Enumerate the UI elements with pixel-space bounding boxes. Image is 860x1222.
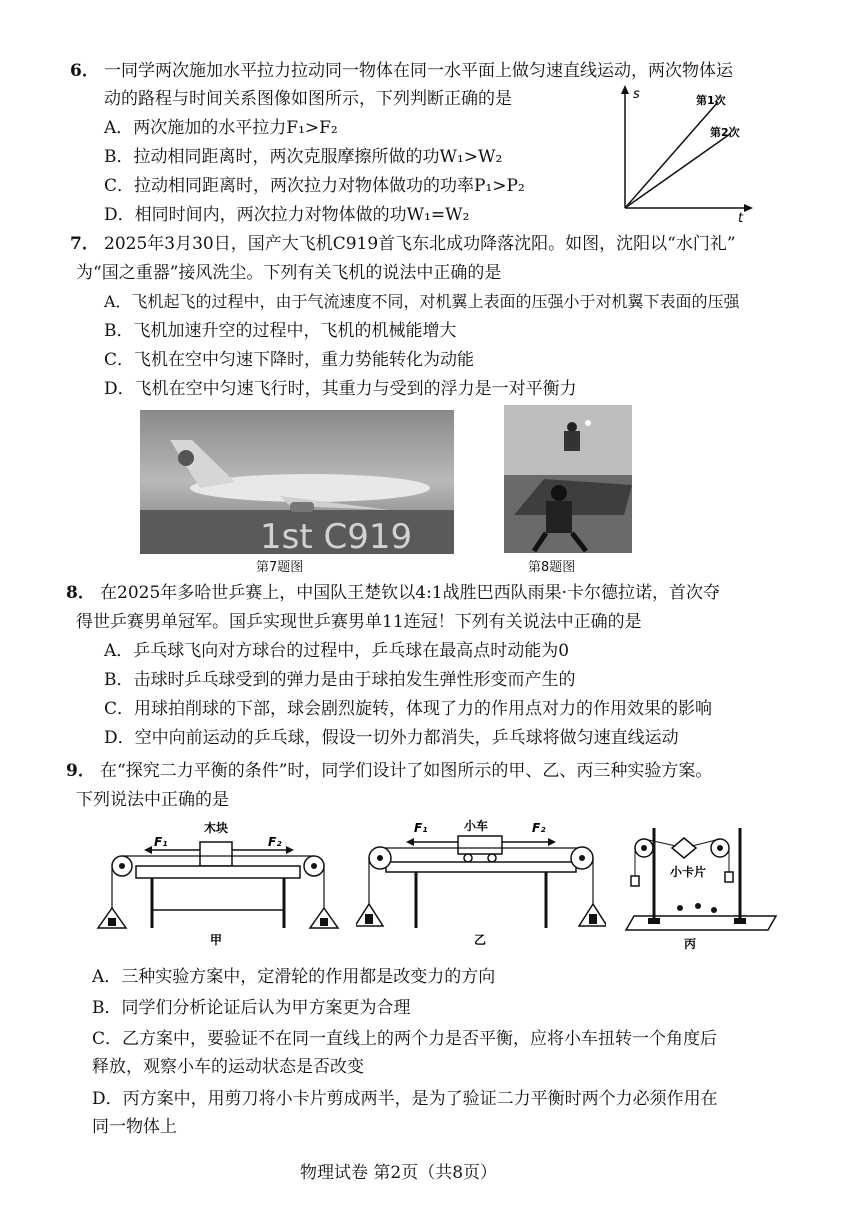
arrow-left-icon: [144, 846, 152, 854]
table-top: [136, 866, 300, 878]
wooden-block-icon: [200, 842, 232, 866]
option-d: D．飞机在空中匀速飞行时，其重力与受到的浮力是一对平衡力: [104, 379, 577, 399]
option-c: C．用球拍削球的下部，球会剧烈旋转，体现了力的作用点对力的作用效果的影响: [104, 699, 713, 719]
weight-icon: [725, 872, 733, 882]
line-trial-1: [625, 102, 718, 208]
question-stem: 下列说法中正确的是: [76, 790, 229, 810]
arrow-left-icon: [406, 838, 414, 846]
question-stem: 一同学两次施加水平拉力拉动同一物体在同一水平面上做匀速直线运动，两次物体运: [104, 61, 733, 81]
figure-label-bing: 丙: [684, 937, 697, 950]
block-label: 木块: [204, 821, 229, 835]
figure-label-jia: 甲: [210, 933, 223, 947]
option-d: D．空中向前运动的乒乓球，假设一切外力都消失，乒乓球将做匀速直线运动: [104, 728, 679, 748]
experiment-yi-diagram: [356, 816, 606, 948]
figure-8-caption: 第8题图: [528, 560, 576, 575]
arrow-right-icon: [286, 846, 294, 854]
question-stem: 得世乒赛男单冠军。国乒实现世乒赛男单11连冠！下列有关说法中正确的是: [76, 612, 642, 632]
x-axis-arrow-icon: [744, 204, 753, 212]
question-stem: 在2025年多哈世乒赛上，中国队王楚钦以4:1战胜巴西队雨果·卡尔德拉诺，首次夺: [100, 583, 721, 603]
option-c: C．拉动相同距离时，两次拉力对物体做功的功率P₁>P₂: [104, 176, 525, 196]
question-stem: 动的路程与时间关系图像如图所示，下列判断正确的是: [104, 89, 512, 109]
option-b: B．飞机加速升空的过程中，飞机的机械能增大: [104, 321, 457, 341]
player-icon: [546, 501, 572, 533]
s-t-graph: [610, 82, 760, 222]
question-stem: 2025年3月30日，国产大飞机C919首飞东北成功降落沈阳。如图，沈阳以“水门礼”: [104, 234, 736, 254]
y-axis-label: s: [633, 87, 640, 102]
line-trial-2: [625, 134, 730, 208]
option-c: C．乙方案中，要验证不在同一直线上的两个力是否平衡，应将小车扭转一个角度后: [92, 1029, 718, 1049]
force-f2-label: F₂: [532, 821, 546, 835]
option-a: A．飞机起飞的过程中，由于气流速度不同，对机翼上表面的压强小于对机翼下表面的压强: [104, 292, 740, 311]
table-top: [386, 862, 576, 872]
question-number: 9．: [66, 761, 95, 781]
option-b: B．拉动相同距离时，两次克服摩擦所做的功W₁>W₂: [104, 147, 503, 167]
force-f1-label: F₁: [154, 835, 168, 849]
force-f2-label: F₂: [268, 835, 282, 849]
line-2-label: 第2次: [710, 126, 740, 139]
arrow-right-icon: [548, 838, 556, 846]
card-icon: [672, 838, 696, 858]
option-b: B．同学们分析论证后认为甲方案更为合理: [92, 998, 411, 1018]
force-f1-label: F₁: [414, 821, 428, 835]
option-b: B．击球时乒乓球受到的弹力是由于球拍发生弹性形变而产生的: [104, 670, 576, 690]
y-axis-arrow-icon: [621, 85, 629, 94]
question-number: 8．: [66, 583, 95, 603]
weight-icon: [631, 876, 639, 886]
question-number: 6．: [70, 61, 99, 81]
option-d: D．丙方案中，用剪刀将小卡片剪成两半，是为了验证二力平衡时两个力必须作用在: [92, 1089, 718, 1109]
x-axis-label: t: [738, 211, 744, 222]
cart-icon: [458, 836, 502, 854]
c919-sign: 1st C919: [260, 517, 413, 554]
figure-7-caption: 第7题图: [256, 560, 304, 575]
option-c-cont: 释放，观察小车的运动状态是否改变: [92, 1057, 364, 1077]
c919-photo: [140, 410, 454, 554]
page-footer: 物理试卷 第2页（共8页）: [300, 1163, 498, 1183]
option-a: A．乒乓球飞向对方球台的过程中，乒乓球在最高点时动能为0: [104, 641, 570, 661]
question-stem: 为“国之重器”接风洗尘。下列有关飞机的说法中正确的是: [76, 263, 502, 283]
figure-label-yi: 乙: [474, 933, 487, 947]
question-number: 7．: [70, 234, 99, 254]
option-c: C．飞机在空中匀速下降时，重力势能转化为动能: [104, 350, 475, 370]
option-d: D．相同时间内，两次拉力对物体做的功W₁=W₂: [104, 205, 470, 225]
option-d-cont: 同一物体上: [92, 1117, 177, 1137]
question-stem: 在“探究二力平衡的条件”时，同学们设计了如图所示的甲、乙、丙三种实验方案。: [100, 761, 713, 781]
cart-label: 小车: [464, 819, 489, 833]
option-a: A．两次施加的水平拉力F₁>F₂: [104, 118, 338, 138]
card-label: 小卡片: [670, 865, 707, 879]
experiment-jia-diagram: [92, 816, 342, 948]
line-1-label: 第1次: [696, 94, 726, 107]
option-a: A．三种实验方案中，定滑轮的作用都是改变力的方向: [92, 967, 496, 987]
table-tennis-photo: [504, 405, 632, 553]
experiment-bing-diagram: [618, 818, 778, 950]
